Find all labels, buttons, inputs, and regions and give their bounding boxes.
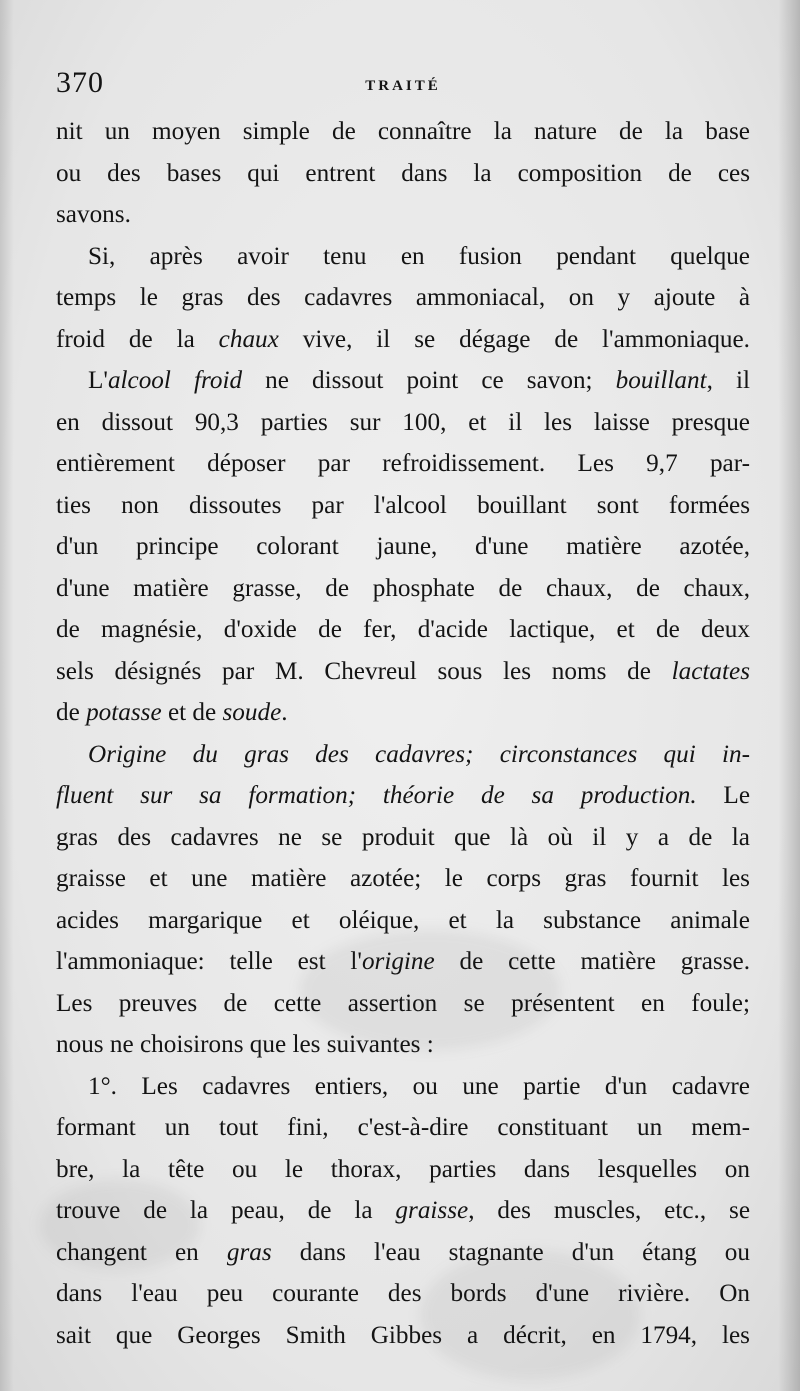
page-header <box>56 66 750 106</box>
text-run: changent en <box>56 1238 227 1266</box>
text-line <box>56 1315 750 1357</box>
text-run: Le <box>696 782 750 809</box>
text-run: de <box>56 699 87 726</box>
italic-text-run: fluent sur sa formation; théorie de sa production. <box>56 782 697 809</box>
text-run: savons. <box>56 201 131 228</box>
text-line <box>56 568 750 610</box>
text-run: d'un principe colorant jaune, d'une matière azotée, <box>56 533 750 560</box>
section-heading-line <box>56 775 750 817</box>
text-run: Les preuves de cette assertion se présentent en foule; <box>56 989 750 1017</box>
text-line <box>56 485 750 527</box>
text-line <box>56 360 750 402</box>
text-run: ne dissout point ce savon; <box>242 367 616 394</box>
text-line <box>56 1024 750 1066</box>
text-run: sels désignés par M. Chevreul sous les noms de <box>56 657 672 685</box>
italic-text-run: soude <box>222 699 282 726</box>
text-line <box>56 1066 750 1108</box>
text-run: sait que Georges Smith Gibbes a décrit, en 1794, les <box>56 1321 750 1349</box>
text-run: L' <box>88 367 108 394</box>
text-line <box>56 858 750 900</box>
text-run: de cette matière grasse. <box>434 948 750 975</box>
text-run: , il <box>706 367 750 394</box>
text-run: Si, après avoir tenu en fusion pendant quelque <box>88 242 750 270</box>
italic-text-run: bouillant <box>615 367 707 394</box>
text-line <box>56 1107 750 1149</box>
italic-text-run: lactates <box>671 657 750 685</box>
text-run: dans l'eau stagnante d'un étang ou <box>271 1238 750 1266</box>
text-line <box>56 817 750 859</box>
text-line <box>56 153 750 195</box>
body-text <box>56 111 750 1356</box>
text-line <box>56 1273 750 1315</box>
text-line <box>56 402 750 444</box>
text-line <box>56 319 750 361</box>
text-run: vive, il se dégage de l'ammoniaque. <box>278 325 750 353</box>
italic-text-run: alcool froid <box>107 367 243 394</box>
section-heading-line <box>56 734 750 776</box>
text-run: entièrement déposer par refroidissement. Les 9,7 par- <box>56 450 750 477</box>
text-line <box>56 651 750 693</box>
text-run: formant un tout fini, c'est-à-dire constituant un mem- <box>56 1114 750 1141</box>
text-line <box>56 900 750 942</box>
text-run: dans l'eau peu courante des bords d'une rivière. On <box>56 1280 750 1307</box>
text-line <box>56 1232 750 1274</box>
text-line <box>56 941 750 983</box>
text-line <box>56 1149 750 1191</box>
italic-text-run: chaux <box>218 325 279 353</box>
text-run: en dissout 90,3 parties sur 100, et il les laisse presque <box>56 408 750 436</box>
text-run: ties non dissoutes par l'alcool bouillant sont formées <box>56 491 750 519</box>
text-line <box>56 692 750 734</box>
page-gutter-shadow <box>778 0 800 1391</box>
italic-text-run: graisse <box>395 1197 469 1224</box>
text-line <box>56 983 750 1025</box>
text-run: , des muscles, etc., se <box>468 1197 750 1224</box>
text-run: l'ammoniaque: telle est l' <box>56 948 362 975</box>
text-line <box>56 443 750 485</box>
text-line <box>56 526 750 568</box>
text-run: gras des cadavres ne se produit que là où il y a de la <box>56 823 750 851</box>
italic-text-run: origine <box>361 948 435 975</box>
text-run: nit un moyen simple de connaître la nature de la base <box>56 118 750 145</box>
text-run: 1°. Les cadavres entiers, ou une partie d'un cadavre <box>88 1072 750 1100</box>
text-run: de magnésie, d'oxide de fer, d'acide lactique, et de deux <box>56 616 750 643</box>
text-run: temps le gras des cadavres ammoniacal, on y ajoute à <box>56 284 750 311</box>
text-run: ou des bases qui entrent dans la composition de ces <box>56 159 750 187</box>
text-run: . <box>281 699 288 726</box>
italic-text-run: potasse <box>86 699 162 726</box>
text-run: et de <box>161 699 223 726</box>
text-line <box>56 236 750 278</box>
text-line <box>56 194 750 236</box>
italic-text-run: Origine du gras des cadavres; circonstances qui in- <box>88 740 750 768</box>
text-run: froid de la <box>56 325 219 353</box>
text-line <box>56 277 750 319</box>
text-run: bre, la tête ou le thorax, parties dans lesquelles on <box>56 1155 750 1183</box>
page-number: 370 <box>56 66 104 99</box>
text-line <box>56 1190 750 1232</box>
text-run: graisse et une matière azotée; le corps gras fournit les <box>56 865 750 892</box>
text-run: nous ne choisirons que les suivantes : <box>56 1031 434 1058</box>
text-line <box>56 609 750 651</box>
page-left-edge-shadow <box>0 0 14 1391</box>
text-run: d'une matière grasse, de phosphate de chaux, de chaux, <box>56 574 750 602</box>
running-head: TRAITÉ <box>365 78 441 94</box>
text-line <box>56 111 750 153</box>
text-run: acides margarique et oléique, et la substance animale <box>56 906 750 934</box>
italic-text-run: gras <box>226 1238 272 1266</box>
text-run: trouve de la peau, de la <box>56 1197 396 1224</box>
